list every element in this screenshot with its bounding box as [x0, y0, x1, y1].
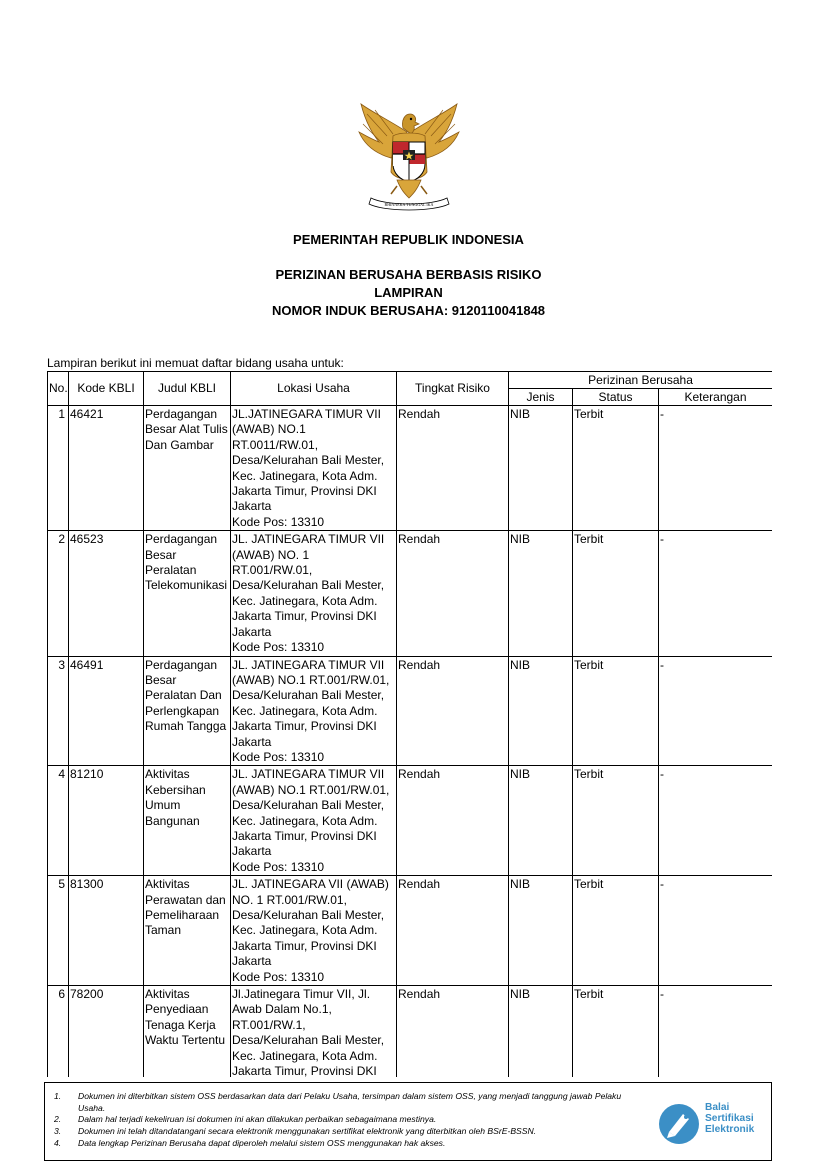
footer-note: [54, 1114, 644, 1126]
col-header-tingkat-risiko: Tingkat Risiko: [397, 372, 509, 406]
footer-note: [54, 1138, 644, 1150]
cell-lokasi-usaha-line: Jakarta: [232, 499, 272, 514]
cell-lokasi-usaha-line: Jakarta: [232, 624, 272, 639]
cell-kode-kbli: 46491: [69, 656, 144, 766]
col-header-kode-kbli: Kode KBLI: [69, 372, 144, 406]
footer-note-text: Dokumen ini diterbitkan sistem OSS berdasarkan data dari Pelaku Usaha, tersimpan dalam sistem OSS, yang menjadi tanggung jawab Pelaku Usaha.: [78, 1091, 622, 1113]
cell-jenis: NIB: [509, 986, 573, 1077]
col-header-perizinan-berusaha: Perizinan Berusaha: [509, 372, 773, 389]
cell-lokasi-usaha-line: Kode Pos: 13310: [232, 749, 325, 764]
cell-no: 1: [48, 406, 69, 531]
cell-kode-kbli: 78200: [69, 986, 144, 1077]
cell-status: Terbit: [573, 766, 659, 876]
cell-lokasi-usaha-line: Jakarta Timur, Provinsi DKI: [232, 609, 377, 624]
cell-tingkat-risiko: Rendah: [397, 406, 509, 531]
cell-keterangan: -: [659, 406, 773, 531]
cell-keterangan: -: [659, 656, 773, 766]
cell-jenis: NIB: [509, 766, 573, 876]
cell-judul-kbli-line: Aktivitas: [145, 767, 190, 782]
cell-lokasi-usaha-line: Kec. Jatinegara, Kota Adm.: [232, 923, 378, 938]
cell-lokasi-usaha-line: Jakarta Timur, Provinsi DKI: [232, 1064, 377, 1077]
cell-judul-kbli-line: Perlengkapan: [145, 703, 220, 718]
document-subtitle: LAMPIRAN: [374, 285, 443, 300]
footer-note-text: Data lengkap Perizinan Berusaha dapat diperoleh melalui sistem OSS menggunakan hak akses.: [78, 1137, 446, 1148]
col-header-status: Status: [573, 389, 659, 406]
footer-note: [54, 1091, 644, 1114]
cell-tingkat-risiko: Rendah: [397, 766, 509, 876]
cell-lokasi-usaha-line: JL. JATINEGARA VII (AWAB): [232, 877, 389, 892]
bsre-logo-line1: Balai: [705, 1102, 730, 1113]
col-header-keterangan: Keterangan: [659, 389, 773, 406]
cell-lokasi-usaha-line: Desa/Kelurahan Bali Mester,: [232, 688, 385, 703]
cell-judul-kbli-line: Umum: [145, 798, 181, 813]
cell-kode-kbli: 46523: [69, 531, 144, 656]
cell-tingkat-risiko: Rendah: [397, 656, 509, 766]
table-row: [48, 531, 773, 656]
cell-judul-kbli: [144, 766, 231, 876]
cell-lokasi-usaha-line: Kec. Jatinegara, Kota Adm.: [232, 593, 378, 608]
cell-judul-kbli-line: Taman: [145, 923, 182, 938]
cell-judul-kbli-line: Perdagangan: [145, 657, 218, 672]
cell-lokasi-usaha: [231, 876, 397, 986]
footer-note-number: 2.: [54, 1114, 62, 1125]
cell-lokasi-usaha: [231, 656, 397, 766]
cell-lokasi-usaha-line: Kec. Jatinegara, Kota Adm.: [232, 703, 378, 718]
cell-judul-kbli-line: Perawatan dan: [145, 892, 226, 907]
emblem-motto: BHINNEKA TUNGGAL IKA: [384, 202, 434, 207]
cell-tingkat-risiko: Rendah: [397, 531, 509, 656]
bsre-logo-line3: Elektronik: [705, 1124, 755, 1135]
col-header-jenis: Jenis: [509, 389, 573, 406]
cell-judul-kbli-line: Perdagangan: [145, 532, 218, 547]
cell-kode-kbli: 81300: [69, 876, 144, 986]
cell-lokasi-usaha-line: RT.0011/RW.01,: [232, 437, 319, 452]
cell-judul-kbli-line: Pemeliharaan: [145, 908, 220, 922]
cell-judul-kbli-line: Aktivitas: [145, 987, 190, 1002]
cell-jenis: NIB: [509, 531, 573, 656]
cell-keterangan: -: [659, 876, 773, 986]
cell-lokasi-usaha-line: Kode Pos: 13310: [232, 640, 325, 655]
cell-lokasi-usaha: [231, 406, 397, 531]
cell-keterangan: -: [659, 531, 773, 656]
footer-notes-box: [44, 1082, 772, 1161]
intro-text: Lampiran berikut ini memuat daftar bidang usaha untuk:: [47, 356, 344, 370]
cell-status: Terbit: [573, 531, 659, 656]
table-row: [48, 766, 773, 876]
cell-lokasi-usaha-line: Desa/Kelurahan Bali Mester,: [232, 578, 385, 593]
table-row: [48, 656, 773, 766]
footer-note-number: 3.: [54, 1126, 62, 1137]
bsre-logo-line2: Sertifikasi: [705, 1113, 754, 1124]
bsre-pen-icon: [657, 1102, 701, 1146]
cell-lokasi-usaha-line: Jakarta: [232, 734, 272, 749]
garuda-pancasila-emblem-icon: [357, 102, 461, 212]
cell-judul-kbli-line: Besar: [145, 547, 177, 562]
cell-judul-kbli-line: Tenaga Kerja: [145, 1017, 216, 1032]
footer-note: [54, 1126, 644, 1138]
cell-keterangan: -: [659, 766, 773, 876]
document-title: PERIZINAN BERUSAHA BERBASIS RISIKO: [275, 267, 542, 282]
cell-status: Terbit: [573, 656, 659, 766]
business-field-table-container: [47, 371, 772, 1077]
cell-lokasi-usaha-line: (AWAB) NO.1 RT.001/RW.01,: [232, 672, 390, 687]
col-header-judul-kbli: Judul KBLI: [144, 372, 231, 406]
cell-judul-kbli-line: Peralatan Dan: [145, 688, 222, 703]
cell-judul-kbli-line: Peralatan: [145, 563, 197, 578]
cell-jenis: NIB: [509, 406, 573, 531]
cell-tingkat-risiko: Rendah: [397, 986, 509, 1077]
cell-jenis: NIB: [509, 656, 573, 766]
footer-note-number: 4.: [54, 1137, 62, 1148]
cell-judul-kbli-line: Rumah Tangga: [145, 719, 227, 734]
cell-lokasi-usaha-line: Jakarta Timur, Provinsi DKI: [232, 484, 377, 499]
cell-judul-kbli: [144, 531, 231, 656]
cell-kode-kbli: 81210: [69, 766, 144, 876]
cell-keterangan: -: [659, 986, 773, 1077]
cell-judul-kbli-line: Bangunan: [145, 813, 200, 828]
table-row: [48, 406, 773, 531]
col-header-no: No.: [48, 372, 69, 406]
cell-judul-kbli-line: Waktu Tertentu: [145, 1033, 226, 1048]
cell-no: 6: [48, 986, 69, 1077]
cell-lokasi-usaha-line: Jakarta: [232, 844, 272, 859]
bsre-logo-text: [705, 1102, 754, 1135]
footer-note-text: Dokumen ini telah ditandatangani secara elektronik menggunakan sertifikat elektronik yang diterbitkan oleh BSrE-BSSN.: [78, 1126, 537, 1137]
cell-lokasi-usaha-line: RT.001/RW.01,: [232, 563, 313, 578]
cell-lokasi-usaha-line: JL. JATINEGARA TIMUR VII: [232, 767, 385, 782]
cell-lokasi-usaha-line: Awab Dalam No.1,: [232, 1002, 332, 1017]
cell-lokasi-usaha-line: Jakarta Timur, Provinsi DKI: [232, 719, 377, 734]
cell-judul-kbli: [144, 656, 231, 766]
cell-lokasi-usaha-line: Jakarta Timur, Provinsi DKI: [232, 938, 377, 953]
cell-status: Terbit: [573, 876, 659, 986]
cell-lokasi-usaha-line: Kec. Jatinegara, Kota Adm.: [232, 1048, 378, 1063]
government-title: PEMERINTAH REPUBLIK INDONESIA: [293, 232, 524, 247]
cell-no: 2: [48, 531, 69, 656]
cell-judul-kbli: [144, 986, 231, 1077]
cell-lokasi-usaha-line: Jakarta: [232, 954, 272, 969]
cell-judul-kbli-line: Dan Gambar: [145, 437, 214, 452]
business-field-table: [47, 371, 772, 1077]
footer-note-text: Dalam hal terjadi kekeliruan isi dokumen ini akan dilakukan perbaikan sebagaimana mestinya.: [78, 1114, 437, 1125]
cell-lokasi-usaha-line: Kode Pos: 13310: [232, 969, 325, 984]
cell-lokasi-usaha-line: JL. JATINEGARA TIMUR VII: [232, 532, 385, 547]
cell-lokasi-usaha-line: JL. JATINEGARA TIMUR VII: [232, 657, 385, 672]
cell-lokasi-usaha-line: Jl.Jatinegara Timur VII, Jl.: [232, 987, 371, 1002]
cell-lokasi-usaha-line: RT.001/RW.1,: [232, 1017, 306, 1032]
cell-lokasi-usaha-line: (AWAB) NO.1: [232, 422, 306, 437]
cell-lokasi-usaha-line: Kode Pos: 13310: [232, 514, 325, 529]
cell-lokasi-usaha: [231, 766, 397, 876]
cell-judul-kbli-line: Besar Alat Tulis: [145, 422, 228, 437]
cell-lokasi-usaha-line: Jakarta Timur, Provinsi DKI: [232, 828, 377, 843]
cell-no: 4: [48, 766, 69, 876]
cell-tingkat-risiko: Rendah: [397, 876, 509, 986]
cell-no: 3: [48, 656, 69, 766]
cell-judul-kbli-line: Telekomunikasi: [145, 578, 228, 593]
cell-lokasi-usaha: [231, 986, 397, 1077]
cell-lokasi-usaha: [231, 531, 397, 656]
cell-judul-kbli: [144, 406, 231, 531]
cell-lokasi-usaha-line: Desa/Kelurahan Bali Mester,: [232, 1033, 385, 1048]
nib-number: NOMOR INDUK BERUSAHA: 9120110041848: [271, 303, 546, 318]
cell-judul-kbli-line: Kebersihan: [145, 782, 206, 797]
cell-no: 5: [48, 876, 69, 986]
cell-judul-kbli: [144, 876, 231, 986]
footer-note-number: 1.: [54, 1091, 62, 1101]
bsre-logo: [657, 1099, 767, 1149]
cell-judul-kbli-line: Perdagangan: [145, 407, 218, 421]
cell-lokasi-usaha-line: Desa/Kelurahan Bali Mester,: [232, 453, 385, 468]
cell-lokasi-usaha-line: (AWAB) NO. 1: [232, 547, 310, 562]
col-header-lokasi-usaha: Lokasi Usaha: [231, 372, 397, 406]
table-row: [48, 876, 773, 986]
cell-lokasi-usaha-line: Kode Pos: 13310: [232, 859, 325, 874]
cell-status: Terbit: [573, 986, 659, 1077]
cell-lokasi-usaha-line: Kec. Jatinegara, Kota Adm.: [232, 468, 378, 483]
table-row: [48, 986, 773, 1077]
cell-lokasi-usaha-line: Desa/Kelurahan Bali Mester,: [232, 908, 385, 922]
cell-jenis: NIB: [509, 876, 573, 986]
cell-judul-kbli-line: Aktivitas: [145, 877, 190, 892]
cell-lokasi-usaha-line: Desa/Kelurahan Bali Mester,: [232, 798, 385, 813]
cell-judul-kbli-line: Penyediaan: [145, 1002, 209, 1017]
cell-lokasi-usaha-line: (AWAB) NO.1 RT.001/RW.01,: [232, 782, 390, 797]
cell-lokasi-usaha-line: NO. 1 RT.001/RW.01,: [232, 892, 347, 907]
cell-lokasi-usaha-line: JL.JATINEGARA TIMUR VII: [232, 407, 381, 421]
cell-kode-kbli: 46421: [69, 406, 144, 531]
cell-status: Terbit: [573, 406, 659, 531]
footer-notes: [54, 1091, 644, 1150]
cell-judul-kbli-line: Besar: [145, 672, 177, 687]
cell-lokasi-usaha-line: Kec. Jatinegara, Kota Adm.: [232, 813, 378, 828]
